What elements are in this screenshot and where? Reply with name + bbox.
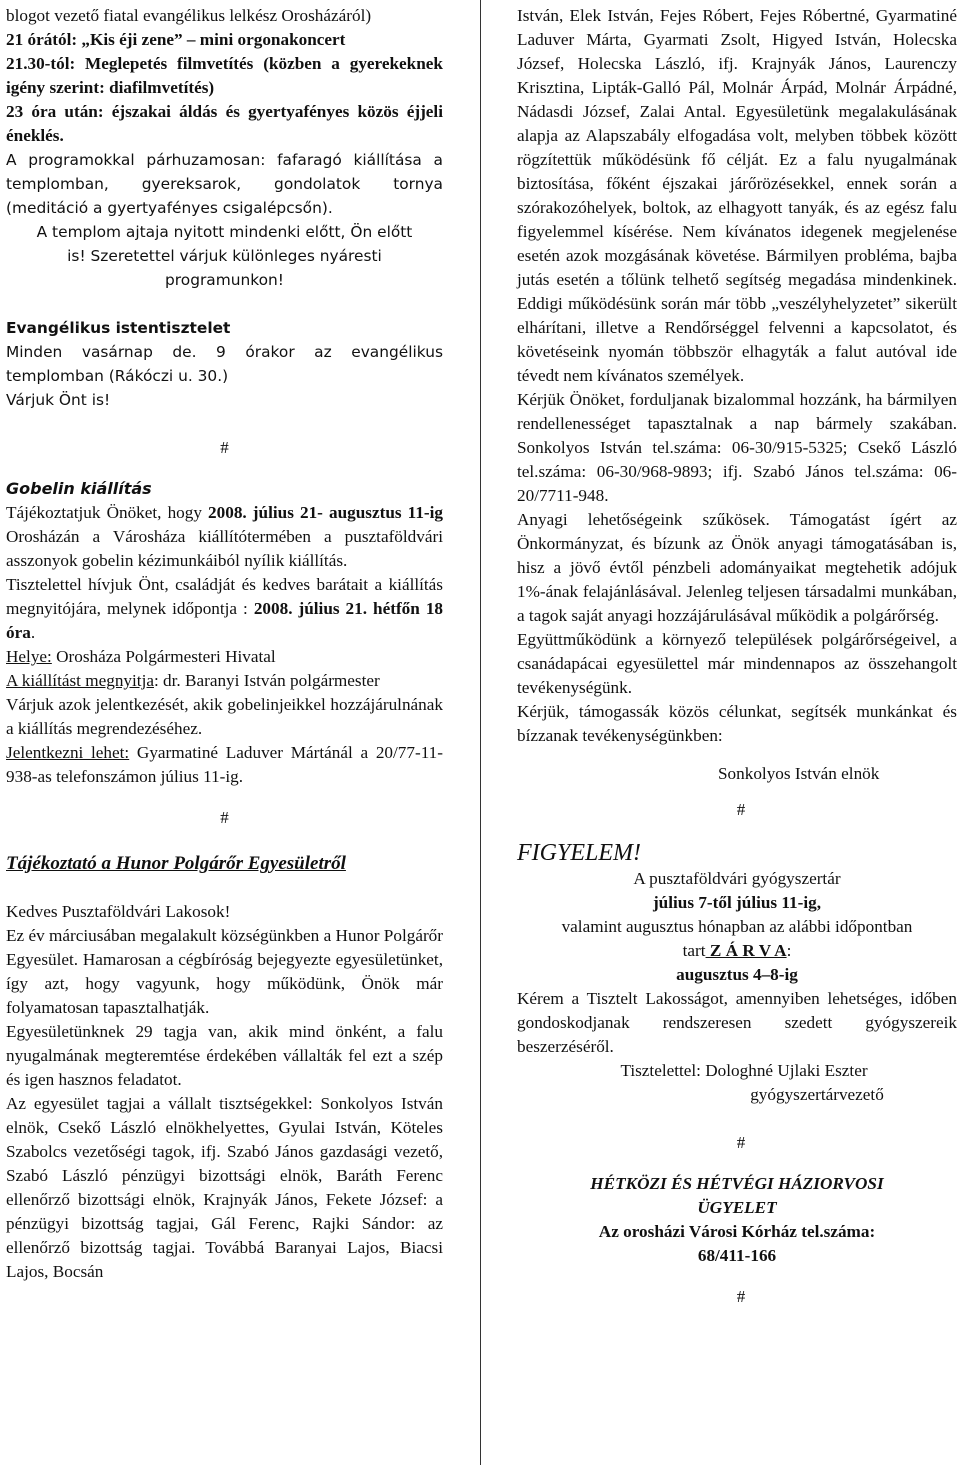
place-label: Helye: — [6, 647, 52, 666]
gobelin-rest: Orosházán a Városháza kiállítótermében a pusztaföldvári asszonyok gobelin kézimunkáiból nyílik kiállítás. — [6, 527, 443, 570]
blessing-line: 23 óra után: éjszakai áldás és gyertyafényes közös éjjeli éneklés. — [6, 102, 443, 145]
gobelin-intro: Tájékoztatjuk Önöket, hogy — [6, 503, 209, 522]
wait-text: Várjuk azok jelentkezését, akik gobelinjeikkel hozzájárulnának a kiállítás megrendezéséhez. — [6, 695, 443, 738]
pharmacy-name: A pusztaföldvári gyógyszertár — [633, 869, 841, 888]
film-line: 21.30-tól: Meglepetés filmvetítés (közben a gyerekeknek igény szerint: diafilmvetítés) — [6, 54, 443, 97]
closed-line — [517, 939, 957, 963]
tart-word: tart — [682, 941, 706, 960]
place-value: Orosháza Polgármesteri Hivatal — [51, 647, 276, 666]
separator-hash: # — [736, 800, 746, 819]
opener-line — [6, 669, 443, 693]
hunor-paragraph-6: Együttműködünk a környező települések polgárőrségeivel, a csanádapácai egyesülettel már mindennapos az összehangolt tevékenységünk. — [517, 630, 957, 697]
gobelin-invite-text: Tisztelettel hívjuk Önt, családját és kedves barátait a kiállítás megnyitójára, melynek időpontja : — [6, 575, 443, 618]
right-column — [517, 4, 957, 1326]
service-welcome: Várjuk Önt is! — [6, 391, 111, 409]
duty-title: HÉTKÖZI ÉS HÉTVÉGI HÁZIORVOSI — [590, 1174, 884, 1193]
hunor-paragraph-1: Ez év márciusában megalakult községünkben a Hunor Polgárőr Egyesület. Hamarosan a cégbíróság bejegyezte egyesületünket, így azt, hogy vagyunk, hogy működünk, Önök már folyamatosan tapasztalhatják. — [6, 926, 443, 1017]
signature: Sonkolyos István elnök — [718, 764, 880, 783]
apply-value: Gyarmatiné Laduver Mártánál a 20/77-11-938-as telefonszámon július 11-ig. — [6, 743, 443, 786]
left-column — [6, 4, 443, 1284]
pharmacist-name: Tisztelettel: Dologhné Ujlaki Eszter — [620, 1061, 868, 1080]
separator-hash: # — [736, 1133, 746, 1152]
zarva-word: Z Á R V A — [705, 941, 787, 960]
place-line — [6, 645, 443, 669]
pharmacist-role: gyógyszertárvezető — [750, 1085, 884, 1104]
opener-label: A kiállítást megnyitja — [6, 671, 154, 690]
hunor-paragraph-4: Kérjük Önöket, forduljanak bizalommal hozzánk, ha bármilyen rendellenességet tapasztalnak a nap bármely szakában. Sonkolyos István tel.száma: 06-30/915-5325; Csekő László tel.száma: 06-30/968-9893; ifj. Szabó János tel.száma: 06-20/7711-948. — [517, 390, 957, 505]
hunor-paragraph-2: Egyesületünknek 29 tagja van, akik mind önként, a falu nyugalmának megteremtése érdekében vállalták fel ezt a szép és igen hasznos feladatot. — [6, 1022, 443, 1089]
hunor-title: Tájékoztató a Hunor Polgárőr Egyesületről — [6, 853, 346, 874]
intro-line: blogot vezető fiatal evangélikus lelkész Orosházáról) — [6, 6, 372, 25]
apply-line — [6, 741, 443, 789]
opener-value: : dr. Baranyi István polgármester — [153, 671, 380, 690]
august-dates: augusztus 4–8-ig — [676, 965, 798, 984]
hospital-label: Az orosházi Városi Kórház tel.száma: — [598, 1222, 876, 1241]
service-title: Evangélikus istentisztelet — [6, 319, 231, 337]
separator-hash: # — [220, 808, 229, 827]
apply-label: Jelentkezni lehet: — [6, 743, 130, 762]
gobelin-when: 2008. július 21. hétfőn 18 óra — [6, 599, 444, 642]
parallel-programs: A programokkal párhuzamosan: fafaragó kiállítása a templomban, gyereksarok, gondolatok tornya (meditáció a gyertyafényes csigalépcsőn). — [6, 151, 443, 217]
greeting: Kedves Pusztaföldvári Lakosok! — [6, 902, 231, 921]
gobelin-invite: Tisztelettel hívjuk Önt, családját és kedves barátait a kiállítás megnyitójára, melynek időpontja : 2008. július 21. hétfőn 18 óra. — [6, 575, 444, 642]
colon: : — [786, 941, 792, 960]
separator-hash: # — [736, 1287, 746, 1306]
separator-hash: # — [220, 438, 229, 457]
also-text: valamint augusztus hónapban az alábbi időpontban — [561, 917, 913, 936]
figyelem-heading: FIGYELEM! — [517, 840, 641, 866]
closed-dates: július 7-től július 11-ig, — [652, 893, 822, 912]
hospital-phone: 68/411-166 — [697, 1246, 777, 1265]
hunor-paragraph-7: Kérjük, támogassák közös célunkat, segítsék munkánkat és bízzanak tevékenységünkben: — [517, 702, 957, 745]
gobelin-dates: 2008. július 21- augusztus 11-ig — [208, 503, 444, 522]
invite-text: A templom ajtaja nyitott mindenki előtt, Ön előtt is! Szeretettel várjuk különleges nyáresti programunkon! — [36, 223, 413, 289]
gobelin-announcement — [6, 501, 443, 573]
hunor-paragraph-3-continued: István, Elek István, Fejes Róbert, Fejes Róbertné, Gyarmatiné Laduver Márta, Gyarmati Zsolt, Higyed István, Holecska József, Holecska László, ifj. Krajnyák János, Laurenczy Krisztina, Lipták-Galló Pál, Molnár Árpád, Molnár Árpádné, Nádasdi József, Zalai Antal. Egyesületünk megalakulásának alapja az Alapszabály elfogadása volt, melyben többek között rögzítettük működésünk fő célját. Ez a falu nyugalmának biztosítása, főként éjszakai járőrözésekkel, ennek során a szórakozóhelyek, boltok, az elhagyott tanyák, és az egész falu figyelemmel kísérése. Nem kívánatos idegenek megjelenése esetén azok mozgásának követése. Bármilyen probléma, bajba jutás esetén a tőlünk telhető segítség megadása mindenkinek. Eddigi működésünk során már több „veszélyhelyzetet” sikerült elhárítani, illetve a Rendőrséggel felvenni a kapcsolatot, és követéseink nyomán többször elhagyták a falut autóval ide tévedt nem kívánatos személyek. — [517, 6, 957, 385]
hunor-paragraph-5: Anyagi lehetőségeink szűkösek. Támogatást ígért az Önkormányzat, és bízunk az Önök anyagi támogatásában is, hisz a jövő évtől pénzbeli adományaikat megtehetik adójuk 1%-ának felajánlásával. Jelenleg teljesen társadalmi munkában, a tagok saját anyagi hozzájárulásával működik a polgárőrség. — [517, 510, 957, 625]
hunor-paragraph-3: Az egyesület tagjai a vállalt tisztségekkel: Sonkolyos István elnök, Csekő László elnökhelyettes, Gyulai István, Köteles Szabolcs vezetőségi tagok, ifj. Szabó János gazdasági vezető, Szabó László pénzügyi bizottsági elnök, Baráth Ferenc ellenőrző bizottsági elnök, Krajnyák János, Fekete József: a pénzügyi bizottság tagjai, Gál Ferenc, Rajki Sándor: az ellenőrző bizottság tagjai. Továbbá Baranyai Lajos, Biacsi Lajos, Bocsán — [6, 1094, 443, 1281]
concert-line: 21 órától: „Kis éji zene” – mini orgonakoncert — [6, 30, 346, 49]
gobelin-title: Gobelin kiállítás — [6, 479, 152, 498]
service-text: Minden vasárnap de. 9 órakor az evangélikus templomban (Rákóczi u. 30.) — [6, 343, 443, 385]
duty-title-2: ÜGYELET — [697, 1198, 777, 1217]
column-divider — [480, 0, 481, 1465]
request-text: Kérem a Tisztelt Lakosságot, amennyiben lehetséges, időben gondoskodjanak rendszeresen szedett gyógyszereik beszerzéséről. — [517, 989, 957, 1056]
